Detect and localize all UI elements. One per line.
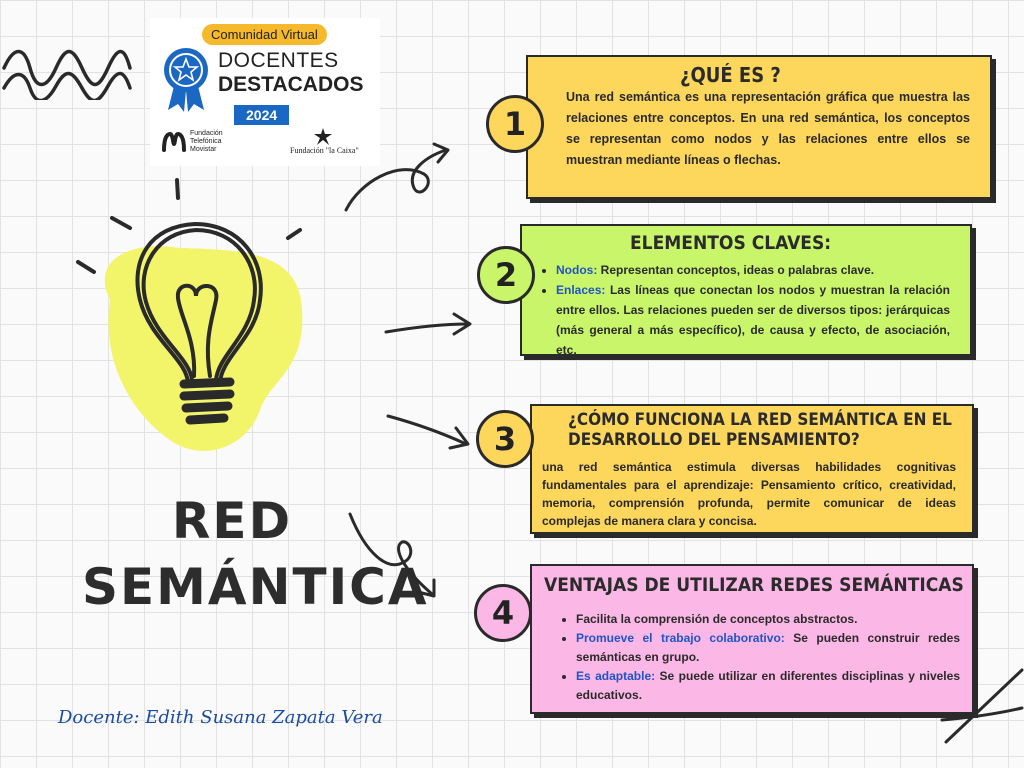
logo-line-destacados: DESTACADOS	[218, 73, 364, 96]
list-item: • Promueve el trabajo colaborativo: Se pueden construir redes semánticas en grupo.	[576, 629, 960, 667]
card-4-body	[560, 610, 960, 705]
number-badge-1: 1	[486, 95, 544, 153]
connector-arrows	[330, 130, 490, 610]
card-2-body	[540, 260, 950, 360]
arrow-to-card-4	[350, 514, 432, 594]
arrow-to-card-1	[346, 150, 446, 210]
logo-year: 2024	[234, 105, 289, 125]
squiggle-decoration	[0, 40, 140, 100]
cross-decoration	[936, 662, 1024, 752]
card-3-title: ¿CÓMO FUNCIONA LA RED SEMÁNTICA EN EL DESARROLLO DEL PENSAMIENTO?	[568, 410, 952, 450]
card-ventajas	[530, 564, 974, 714]
list-item: • Enlaces: Las líneas que conectan los nodos y muestran la relación entre ellos. Las relaciones pueden ser de diversos tipos: jerárquicas (más general a más específico), de causa y efecto, de asociación, etc.	[556, 280, 950, 360]
movistar-text: Fundación Telefónica Movistar	[190, 130, 223, 153]
arrow-to-card-2	[386, 324, 468, 332]
card-elementos-claves	[520, 224, 972, 356]
number-badge-2: 2	[477, 246, 535, 304]
logo-pill: Comunidad Virtual	[202, 24, 327, 45]
card-2-title: ELEMENTOS CLAVES:	[630, 232, 832, 254]
card-1-title: ¿QUÉ ES ?	[680, 63, 781, 87]
arrow-to-card-3	[388, 416, 466, 444]
number-badge-3: 3	[476, 410, 534, 468]
movistar-logo-icon	[162, 130, 186, 152]
badge-icon	[160, 46, 212, 112]
card-1-body: Una red semántica es una representación gráfica que muestra las relaciones entre conceptos. En una red semántica, los conceptos se representan como nodos y las relaciones entre ellos se muestran mediante líneas o flechas.	[566, 90, 970, 167]
number-badge-4: 4	[474, 584, 532, 642]
lightbulb-illustration	[70, 170, 320, 470]
list-item: • Facilita la comprensión de conceptos abstractos.	[576, 610, 960, 629]
list-item: • Nodos: Representan conceptos, ideas o palabras clave.	[556, 260, 950, 280]
card-que-es	[526, 55, 992, 199]
card-como-funciona	[530, 404, 974, 534]
caixa-text: Fundación "la Caixa"	[290, 146, 359, 155]
author-signature: Docente: Edith Susana Zapata Vera	[58, 707, 383, 728]
card-3-body: una red semántica estimula diversas habilidades cognitivas fundamentales para el aprendizaje: Pensamiento crítico, creatividad, memoria, comprensión profunda, permite comunicar de ideas complejas de manera clara y concisa.	[542, 460, 956, 528]
main-title: RED SEMÁNTICA	[82, 492, 429, 616]
list-item: • Es adaptable: Se puede utilizar en diferentes disciplinas y niveles educativos.	[576, 667, 960, 705]
card-4-title: VENTAJAS DE UTILIZAR REDES SEMÁNTICAS	[544, 574, 964, 596]
logo-line-docentes: DOCENTES	[218, 49, 339, 72]
